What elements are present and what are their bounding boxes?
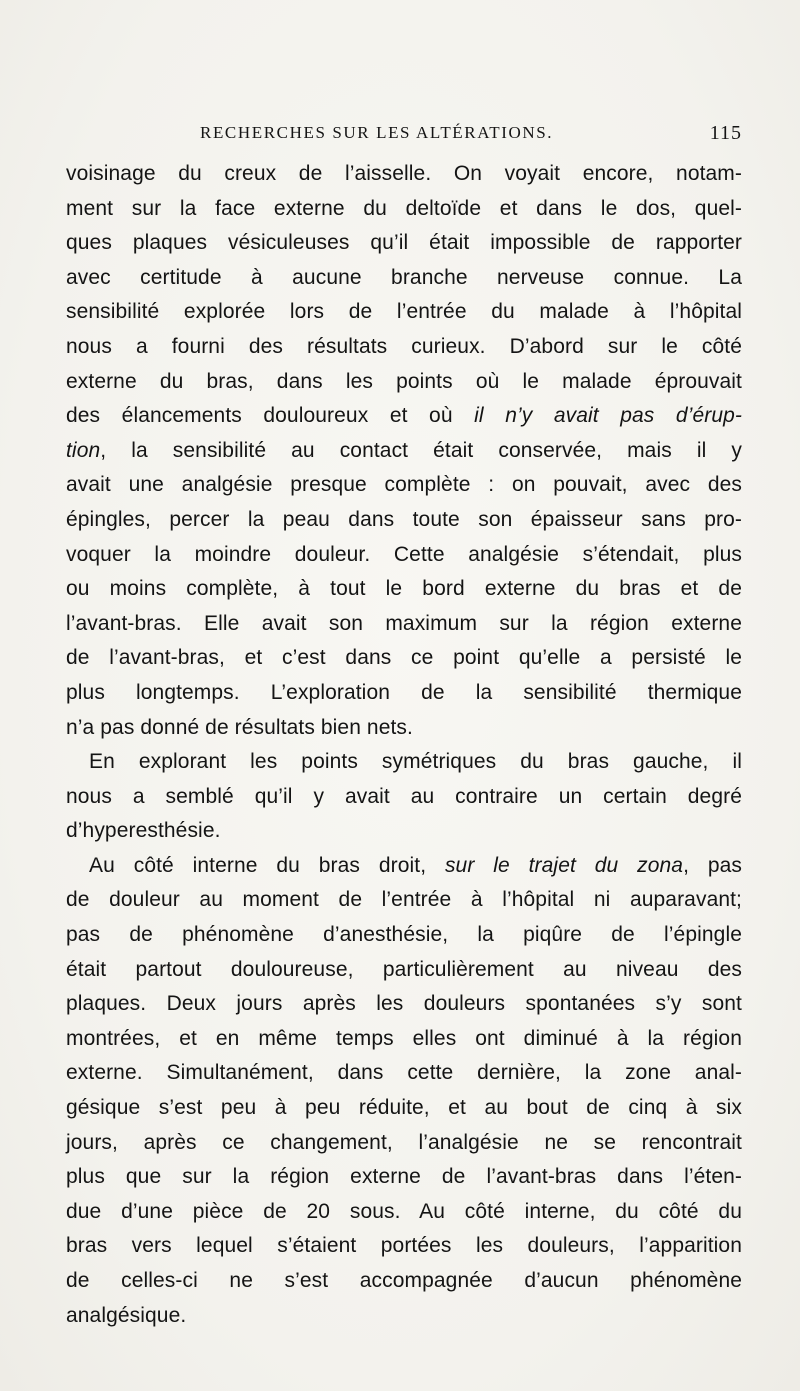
text-line [66, 1126, 742, 1161]
text-segment: des élancements douloureux et où [66, 404, 475, 428]
text-segment: nous a semblé qu’il y avait au contraire un certain degré [66, 784, 742, 808]
text-segment: avait une analgésie presque complète : on pouvait, avec des [66, 473, 742, 497]
page-number: 115 [709, 122, 742, 144]
text-line [66, 399, 742, 434]
text-line [66, 745, 742, 780]
text-line [66, 261, 742, 296]
text-segment: ment sur la face externe du deltoïde et dans le dos, quel- [66, 196, 742, 220]
text-segment: était partout douloureuse, particulièrement au niveau des [66, 957, 742, 981]
text-line [66, 330, 742, 365]
text-line [66, 295, 742, 330]
text-line [66, 1056, 742, 1091]
text-segment: de douleur au moment de l’entrée à l’hôpital ni auparavant; [66, 888, 742, 912]
text-line [66, 192, 742, 227]
text-line [66, 987, 742, 1022]
text-line [66, 503, 742, 538]
text-segment: due d’une pièce de 20 sous. Au côté interne, du côté du [66, 1199, 742, 1223]
text-line [66, 1091, 742, 1126]
text-segment: ques plaques vésiculeuses qu’il était impossible de rapporter [66, 231, 742, 255]
text-line [66, 918, 742, 953]
text-line [66, 641, 742, 676]
text-line [66, 157, 742, 192]
text-line [66, 676, 742, 711]
text-line [66, 1264, 742, 1299]
text-line [66, 1160, 742, 1195]
text-segment: plus longtemps. L’exploration de la sensibilité thermique [66, 680, 742, 704]
text-segment: avec certitude à aucune branche nerveuse connue. La [66, 265, 742, 289]
text-segment: épingles, percer la peau dans toute son épaisseur sans pro- [66, 507, 742, 531]
text-segment: de celles-ci ne s’est accompagnée d’aucun phénomène [66, 1269, 742, 1292]
text-segment: montrées, et en même temps elles ont diminué à la région [66, 1026, 742, 1050]
text-segment: , la sensibilité au contact était conservée, mais il y [100, 438, 742, 462]
italic-text-segment: il n’y avait pas d’érup- [474, 404, 743, 428]
text-line [66, 711, 742, 746]
italic-text-segment: tion [66, 438, 101, 462]
text-segment: voisinage du creux de l’aisselle. On voyait encore, notam- [66, 162, 742, 185]
text-line [66, 607, 742, 642]
text-segment: nous a fourni des résultats curieux. D’abord sur le côté [66, 334, 742, 358]
text-segment: l’avant-bras. Elle avait son maximum sur la région externe [66, 611, 742, 635]
text-segment: En explorant les points symétriques du bras gauche, il [89, 750, 742, 774]
text-line [66, 780, 742, 815]
text-segment: pas de phénomène d’anesthésie, la piqûre de l’épingle [66, 923, 742, 947]
text-line [66, 226, 742, 261]
text-line [66, 572, 742, 607]
text-segment: de l’avant-bras, et c’est dans ce point qu’elle a persisté le [66, 646, 742, 670]
text-segment: n’a pas donné de résultats bien nets. [66, 715, 413, 739]
text-line [66, 1195, 742, 1230]
text-line [66, 365, 742, 400]
text-line [66, 814, 742, 849]
text-segment: analgésique. [66, 1303, 187, 1327]
text-line [66, 953, 742, 988]
text-segment: d’hyperesthésie. [66, 819, 221, 843]
body-text [66, 157, 742, 1333]
text-line [66, 434, 742, 469]
text-line [66, 1022, 742, 1057]
italic-text-segment: sur le trajet du zona [444, 853, 684, 877]
text-segment: ou moins complète, à tout le bord externe du bras et de [66, 577, 742, 601]
text-line [66, 883, 742, 918]
text-segment: , pas [683, 853, 742, 877]
text-segment: bras vers lequel s’étaient portées les douleurs, l’apparition [66, 1234, 742, 1258]
text-line [66, 849, 742, 884]
text-segment: Au côté interne du bras droit, [89, 853, 445, 877]
text-line [66, 1299, 742, 1334]
text-segment: sensibilité explorée lors de l’entrée du malade à l’hôpital [66, 300, 742, 324]
text-segment: plus que sur la région externe de l’avant-bras dans l’éten- [66, 1165, 742, 1189]
text-segment: gésique s’est peu à peu réduite, et au bout de cinq à six [66, 1096, 742, 1120]
text-segment: plaques. Deux jours après les douleurs spontanées s’y sont [66, 992, 742, 1016]
text-segment: jours, après ce changement, l’analgésie ne se rencontrait [66, 1130, 742, 1154]
text-line [66, 538, 742, 573]
text-segment: externe. Simultanément, dans cette dernière, la zone anal- [66, 1061, 742, 1085]
text-segment: voquer la moindre douleur. Cette analgésie s’étendait, plus [66, 542, 742, 566]
text-line [66, 468, 742, 503]
running-head [66, 120, 742, 146]
text-line [66, 1229, 742, 1264]
running-title: RECHERCHES SUR LES ALTÉRATIONS. [200, 123, 554, 142]
text-segment: externe du bras, dans les points où le malade éprouvait [66, 369, 742, 393]
